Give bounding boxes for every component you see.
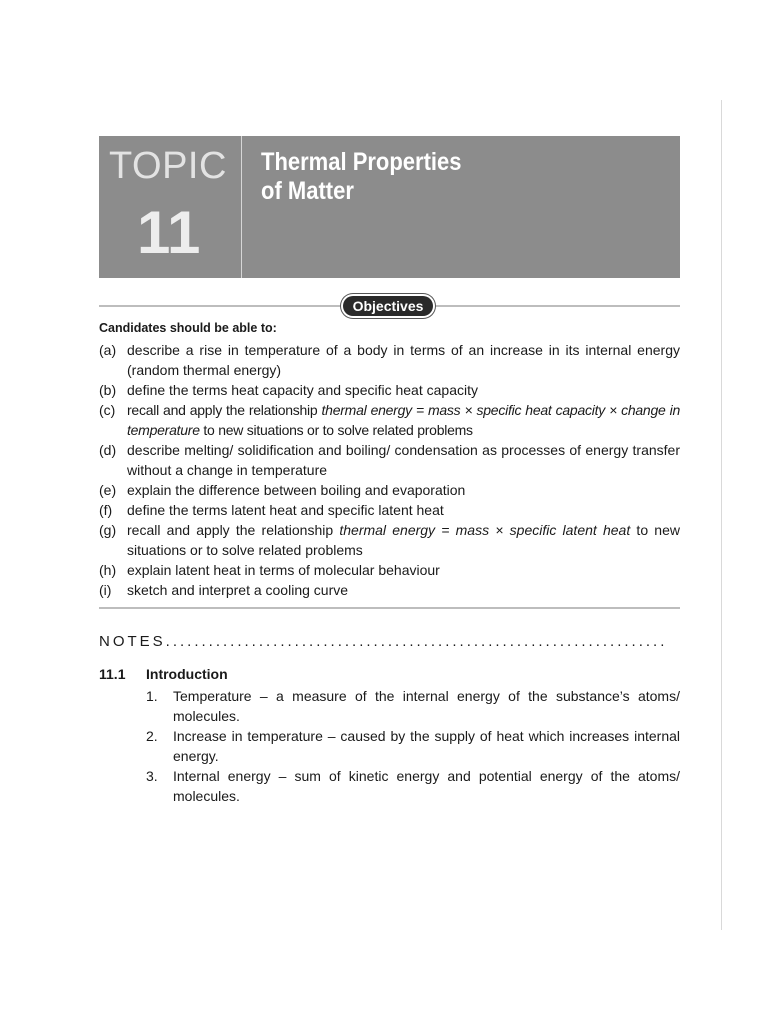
note-item bbox=[99, 686, 680, 726]
objective-text-end: to new situations or to solve related problems bbox=[127, 522, 680, 558]
objective-letter: (a) bbox=[99, 342, 117, 358]
topic-number: 11 bbox=[137, 199, 201, 266]
objectives-intro: Candidates should be able to: bbox=[99, 321, 277, 335]
objectives-list bbox=[99, 340, 680, 600]
objective-text-start: recall and apply the relationship bbox=[127, 522, 340, 538]
note-number: 3. bbox=[146, 768, 158, 784]
objective-item bbox=[99, 500, 680, 520]
banner-divider bbox=[241, 136, 242, 278]
objective-text: describe melting/ solidification and boiling/ condensation as processes of energy transfer without a change in temperature bbox=[127, 442, 680, 478]
objective-letter: (d) bbox=[99, 442, 117, 458]
note-item bbox=[99, 726, 680, 766]
objective-text: explain the difference between boiling and evaporation bbox=[127, 482, 466, 498]
section-title: Introduction bbox=[146, 666, 228, 682]
objective-text-start: recall and apply the relationship bbox=[127, 402, 322, 418]
topic-label: TOPIC bbox=[109, 145, 227, 187]
title-line-2: of Matter bbox=[261, 177, 354, 205]
objectives-badge: Objectives bbox=[343, 296, 433, 316]
objective-text: define the terms heat capacity and specific heat capacity bbox=[127, 382, 478, 398]
objective-item bbox=[99, 400, 680, 440]
objective-item bbox=[99, 480, 680, 500]
objective-text: explain latent heat in terms of molecular behaviour bbox=[127, 562, 440, 578]
objective-text: define the terms latent heat and specific latent heat bbox=[127, 502, 444, 518]
note-number: 1. bbox=[146, 688, 158, 704]
objective-item bbox=[99, 440, 680, 480]
note-text: Internal energy – sum of kinetic energy and potential energy of the atoms/ molecules. bbox=[173, 768, 680, 804]
objective-formula: thermal energy = mass × specific latent heat bbox=[339, 522, 631, 538]
objective-letter: (c) bbox=[99, 402, 116, 418]
notes-heading: NOTES...................................................................... bbox=[99, 633, 668, 650]
note-text: Temperature – a measure of the internal energy of the substance’s atoms/ molecules. bbox=[173, 688, 680, 724]
note-text: Increase in temperature – caused by the supply of heat which increases internal energy. bbox=[173, 728, 680, 764]
objective-text: sketch and interpret a cooling curve bbox=[127, 582, 349, 598]
note-item bbox=[99, 766, 680, 806]
page-title bbox=[261, 148, 613, 206]
objective-letter: (h) bbox=[99, 562, 117, 578]
objective-text bbox=[127, 522, 680, 558]
objective-letter: (b) bbox=[99, 382, 117, 398]
notes-list bbox=[99, 686, 680, 806]
objective-item bbox=[99, 560, 680, 580]
objective-letter: (i) bbox=[99, 582, 112, 598]
objective-item bbox=[99, 580, 680, 600]
objectives-bottom-rule bbox=[99, 607, 680, 609]
objective-item bbox=[99, 340, 680, 380]
objective-letter: (g) bbox=[99, 522, 117, 538]
objective-letter: (f) bbox=[99, 502, 113, 518]
page-edge-line bbox=[721, 100, 722, 930]
objective-text bbox=[127, 402, 680, 438]
title-line-1: Thermal Properties bbox=[261, 148, 462, 176]
section-number: 11.1 bbox=[99, 666, 126, 682]
topic-banner bbox=[99, 136, 680, 278]
objective-item bbox=[99, 520, 680, 560]
objective-letter: (e) bbox=[99, 482, 117, 498]
objective-item bbox=[99, 380, 680, 400]
objective-formula: thermal energy = mass × specific heat capacity × change in temperature bbox=[127, 402, 681, 438]
objective-text-end: to new situations or to solve related problems bbox=[199, 422, 473, 438]
objective-text: describe a rise in temperature of a body in terms of an increase in its internal energy (random thermal energy) bbox=[127, 342, 680, 378]
note-number: 2. bbox=[146, 728, 158, 744]
